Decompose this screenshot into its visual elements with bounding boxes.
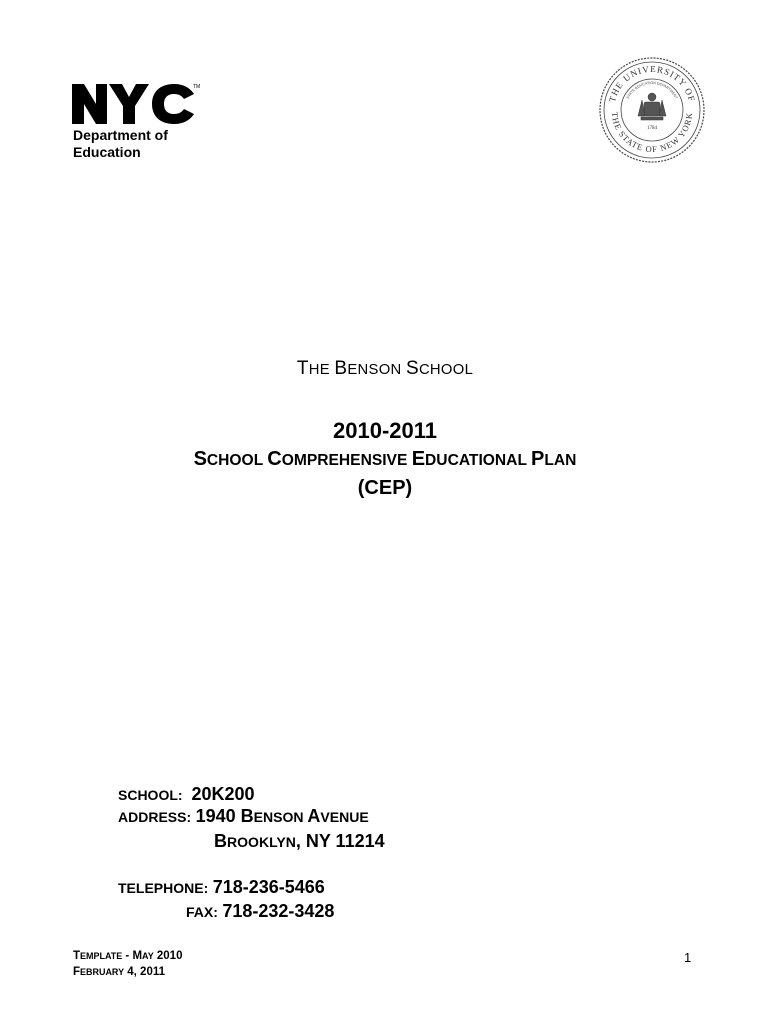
plan-title: SCHOOL COMPREHENSIVE EDUCATIONAL PLAN: [193, 448, 577, 470]
school-code: 20K200: [191, 784, 255, 804]
footer-dates: [73, 948, 182, 980]
telephone-row: [118, 877, 325, 898]
fax-label: FAX:: [186, 904, 218, 920]
seal-year: 1784: [647, 126, 657, 131]
department-line-1: Department of: [73, 127, 168, 143]
page-number: 1: [684, 950, 692, 965]
address-row: [118, 806, 369, 827]
fax-number: 718-232-3428: [222, 901, 335, 921]
seal-bottom-text: THE STATE OF NEW YORK: [609, 111, 695, 155]
nyc-logo: [72, 80, 201, 126]
seal-inner-text: STATE EDUCATION DEPARTMENT: [625, 80, 679, 100]
seal-top-text: THE UNIVERSITY OF: [606, 63, 698, 104]
telephone-label: TELEPHONE:: [118, 880, 209, 896]
telephone-number: 718-236-5466: [212, 877, 325, 897]
fax-row: [186, 901, 334, 922]
revision-date: FEBRUARY 4, 2011: [73, 966, 165, 978]
city-row: [214, 831, 385, 852]
address-label: ADDRESS:: [118, 809, 192, 825]
school-label: SCHOOL:: [118, 787, 183, 803]
department-name: [73, 127, 168, 161]
template-date: TEMPLATE - MAY 2010: [73, 950, 183, 962]
svg-text:TM: TM: [193, 84, 201, 90]
department-line-2: Education: [73, 144, 141, 160]
nyc-logo-text: NYC: [72, 80, 75, 81]
street-address: 1940 BENSON AVENUE: [195, 806, 369, 826]
plan-acronym: (CEP): [357, 477, 413, 499]
plan-year: 2010-2011: [333, 418, 437, 443]
school-code-row: [118, 784, 255, 805]
city-state-zip: BROOKLYN, NY 11214: [214, 831, 385, 851]
university-seal: [598, 56, 706, 164]
school-name-heading: THE BENSON SCHOOL: [296, 358, 474, 379]
